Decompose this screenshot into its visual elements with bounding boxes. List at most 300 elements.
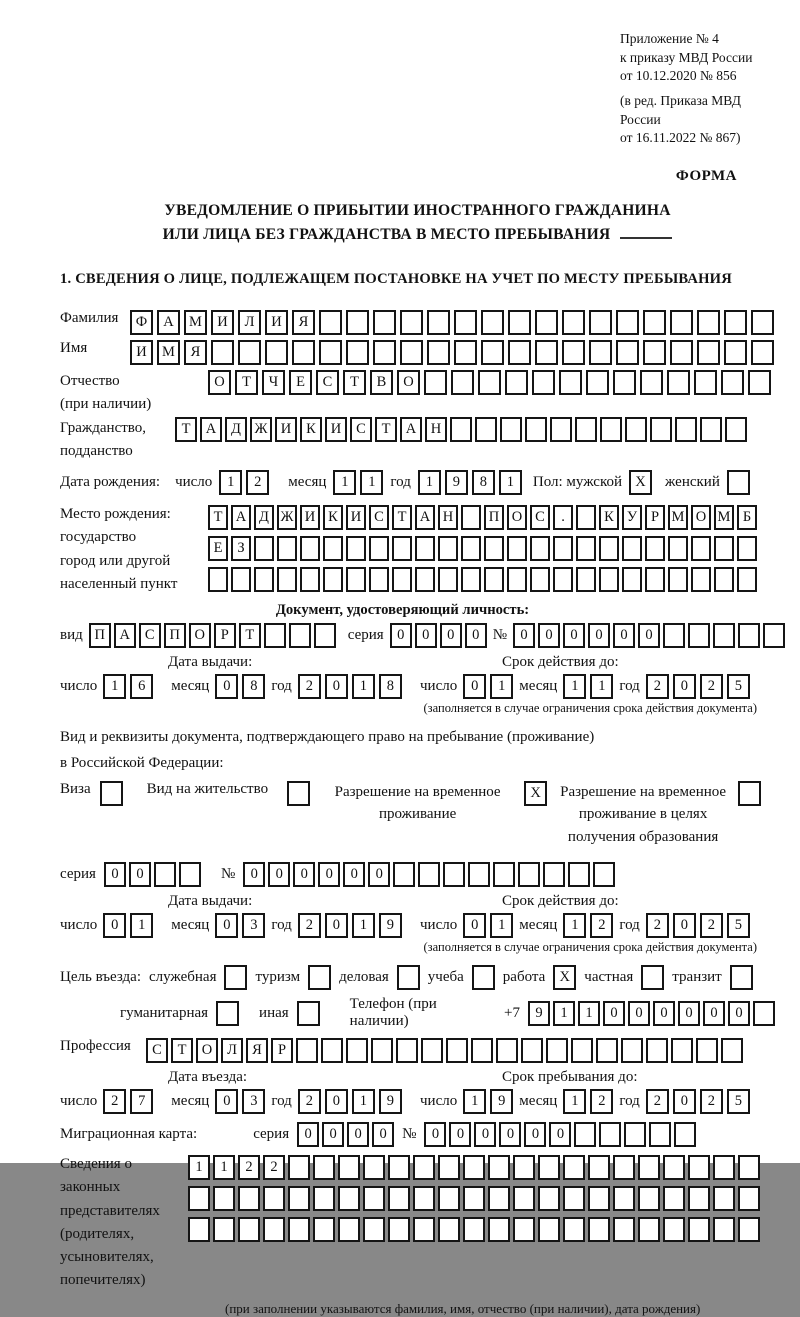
char-cell[interactable]: Т (175, 417, 197, 442)
char-cell[interactable] (568, 862, 590, 887)
char-cell[interactable]: П (484, 505, 504, 530)
char-cell[interactable] (593, 862, 615, 887)
purpose-work-checkbox[interactable]: X (553, 965, 576, 990)
char-cell[interactable]: 0 (325, 1089, 348, 1114)
char-cell[interactable]: К (300, 417, 322, 442)
char-cell[interactable] (645, 536, 665, 561)
char-cell[interactable]: 0 (524, 1122, 546, 1147)
char-cell[interactable] (461, 567, 481, 592)
char-cell[interactable] (238, 1217, 260, 1242)
char-cell[interactable] (613, 370, 636, 395)
char-cell[interactable] (553, 536, 573, 561)
char-cell[interactable]: 0 (372, 1122, 394, 1147)
char-cell[interactable] (513, 1155, 535, 1180)
char-cell[interactable] (179, 862, 201, 887)
char-cell[interactable]: 0 (103, 913, 126, 938)
char-cell[interactable] (231, 567, 251, 592)
char-cell[interactable] (438, 567, 458, 592)
char-cell[interactable]: Т (392, 505, 412, 530)
char-cell[interactable] (538, 1155, 560, 1180)
char-cell[interactable] (624, 1122, 646, 1147)
char-cell[interactable] (292, 340, 315, 365)
char-cell[interactable]: 1 (563, 1089, 586, 1114)
char-cell[interactable] (288, 1155, 310, 1180)
char-cell[interactable]: 2 (103, 1089, 126, 1114)
char-cell[interactable] (369, 536, 389, 561)
char-cell[interactable] (421, 1038, 443, 1063)
char-cell[interactable] (468, 862, 490, 887)
char-cell[interactable] (300, 536, 320, 561)
char-cell[interactable]: 1 (219, 470, 242, 495)
char-cell[interactable] (748, 370, 771, 395)
char-cell[interactable]: 1 (352, 1089, 375, 1114)
char-cell[interactable] (475, 417, 497, 442)
char-cell[interactable] (296, 1038, 318, 1063)
char-cell[interactable]: 0 (424, 1122, 446, 1147)
char-cell[interactable] (724, 340, 747, 365)
char-cell[interactable]: С (316, 370, 339, 395)
char-cell[interactable]: 0 (538, 623, 560, 648)
char-cell[interactable]: 1 (352, 674, 375, 699)
char-cell[interactable]: 0 (628, 1001, 650, 1026)
char-cell[interactable]: И (211, 310, 234, 335)
char-cell[interactable] (575, 417, 597, 442)
char-cell[interactable] (213, 1186, 235, 1211)
char-cell[interactable] (697, 310, 720, 335)
char-cell[interactable] (576, 567, 596, 592)
char-cell[interactable] (535, 340, 558, 365)
char-cell[interactable]: 1 (103, 674, 126, 699)
char-cell[interactable] (513, 1186, 535, 1211)
char-cell[interactable] (478, 370, 501, 395)
char-cell[interactable] (589, 310, 612, 335)
char-cell[interactable] (688, 623, 710, 648)
char-cell[interactable] (427, 340, 450, 365)
char-cell[interactable]: 0 (343, 862, 365, 887)
char-cell[interactable] (238, 1186, 260, 1211)
char-cell[interactable] (563, 1217, 585, 1242)
char-cell[interactable] (696, 1038, 718, 1063)
char-cell[interactable]: С (530, 505, 550, 530)
char-cell[interactable] (643, 310, 666, 335)
char-cell[interactable] (346, 340, 369, 365)
char-cell[interactable]: 2 (646, 674, 669, 699)
char-cell[interactable] (415, 567, 435, 592)
char-cell[interactable] (413, 1186, 435, 1211)
char-cell[interactable]: Т (171, 1038, 193, 1063)
char-cell[interactable] (463, 1155, 485, 1180)
char-cell[interactable]: 0 (104, 862, 126, 887)
char-cell[interactable]: Я (184, 340, 207, 365)
char-cell[interactable]: 0 (588, 623, 610, 648)
char-cell[interactable] (738, 623, 760, 648)
char-cell[interactable]: У (622, 505, 642, 530)
char-cell[interactable] (363, 1217, 385, 1242)
char-cell[interactable]: 1 (563, 913, 586, 938)
char-cell[interactable] (488, 1155, 510, 1180)
char-cell[interactable]: 0 (297, 1122, 319, 1147)
char-cell[interactable] (616, 310, 639, 335)
char-cell[interactable] (543, 862, 565, 887)
char-cell[interactable]: Т (375, 417, 397, 442)
char-cell[interactable]: А (200, 417, 222, 442)
temp-residence-checkbox[interactable]: X (524, 781, 547, 806)
char-cell[interactable] (613, 1155, 635, 1180)
char-cell[interactable] (500, 417, 522, 442)
char-cell[interactable]: 6 (130, 674, 153, 699)
char-cell[interactable]: 0 (215, 674, 238, 699)
char-cell[interactable] (371, 1038, 393, 1063)
purpose-humanitarian-checkbox[interactable] (216, 1001, 239, 1026)
char-cell[interactable] (373, 310, 396, 335)
char-cell[interactable]: Н (425, 417, 447, 442)
char-cell[interactable]: 0 (678, 1001, 700, 1026)
char-cell[interactable] (700, 417, 722, 442)
char-cell[interactable] (265, 340, 288, 365)
char-cell[interactable] (563, 1186, 585, 1211)
char-cell[interactable]: 1 (352, 913, 375, 938)
char-cell[interactable] (392, 536, 412, 561)
char-cell[interactable] (721, 1038, 743, 1063)
char-cell[interactable] (413, 1217, 435, 1242)
char-cell[interactable] (532, 370, 555, 395)
char-cell[interactable]: 1 (130, 913, 153, 938)
char-cell[interactable] (646, 1038, 668, 1063)
char-cell[interactable]: О (189, 623, 211, 648)
char-cell[interactable] (688, 1217, 710, 1242)
char-cell[interactable]: Р (271, 1038, 293, 1063)
char-cell[interactable] (496, 1038, 518, 1063)
char-cell[interactable]: 2 (246, 470, 269, 495)
char-cell[interactable] (663, 1155, 685, 1180)
char-cell[interactable] (563, 1155, 585, 1180)
char-cell[interactable]: 2 (298, 674, 321, 699)
char-cell[interactable] (668, 536, 688, 561)
char-cell[interactable] (668, 567, 688, 592)
char-cell[interactable] (538, 1186, 560, 1211)
char-cell[interactable]: Л (221, 1038, 243, 1063)
char-cell[interactable]: 0 (499, 1122, 521, 1147)
char-cell[interactable] (688, 1155, 710, 1180)
char-cell[interactable]: 0 (549, 1122, 571, 1147)
char-cell[interactable]: 1 (578, 1001, 600, 1026)
char-cell[interactable] (525, 417, 547, 442)
char-cell[interactable]: 2 (298, 913, 321, 938)
char-cell[interactable]: Р (645, 505, 665, 530)
char-cell[interactable]: 0 (440, 623, 462, 648)
char-cell[interactable]: Т (239, 623, 261, 648)
char-cell[interactable]: 0 (390, 623, 412, 648)
char-cell[interactable] (323, 536, 343, 561)
char-cell[interactable] (300, 567, 320, 592)
char-cell[interactable] (550, 417, 572, 442)
char-cell[interactable] (521, 1038, 543, 1063)
char-cell[interactable] (415, 536, 435, 561)
char-cell[interactable]: 2 (646, 913, 669, 938)
char-cell[interactable]: К (323, 505, 343, 530)
char-cell[interactable]: 2 (700, 1089, 723, 1114)
char-cell[interactable] (645, 567, 665, 592)
char-cell[interactable] (599, 567, 619, 592)
char-cell[interactable] (713, 1217, 735, 1242)
char-cell[interactable]: 0 (293, 862, 315, 887)
char-cell[interactable]: Л (238, 310, 261, 335)
char-cell[interactable] (427, 310, 450, 335)
char-cell[interactable] (649, 1122, 671, 1147)
char-cell[interactable] (443, 862, 465, 887)
char-cell[interactable] (576, 536, 596, 561)
char-cell[interactable]: 8 (472, 470, 495, 495)
char-cell[interactable] (738, 1217, 760, 1242)
char-cell[interactable] (675, 417, 697, 442)
char-cell[interactable]: С (139, 623, 161, 648)
char-cell[interactable] (154, 862, 176, 887)
char-cell[interactable]: И (346, 505, 366, 530)
char-cell[interactable]: Н (438, 505, 458, 530)
purpose-study-checkbox[interactable] (472, 965, 495, 990)
char-cell[interactable]: 1 (463, 1089, 486, 1114)
char-cell[interactable] (737, 536, 757, 561)
char-cell[interactable] (208, 567, 228, 592)
char-cell[interactable] (313, 1186, 335, 1211)
char-cell[interactable] (388, 1186, 410, 1211)
char-cell[interactable]: Д (225, 417, 247, 442)
char-cell[interactable]: 2 (590, 1089, 613, 1114)
char-cell[interactable] (338, 1155, 360, 1180)
char-cell[interactable]: 0 (638, 623, 660, 648)
char-cell[interactable] (616, 340, 639, 365)
char-cell[interactable]: И (265, 310, 288, 335)
char-cell[interactable]: В (370, 370, 393, 395)
char-cell[interactable] (463, 1217, 485, 1242)
char-cell[interactable] (538, 1217, 560, 1242)
char-cell[interactable]: З (231, 536, 251, 561)
char-cell[interactable]: 0 (703, 1001, 725, 1026)
char-cell[interactable]: 8 (379, 674, 402, 699)
char-cell[interactable] (488, 1186, 510, 1211)
char-cell[interactable]: 0 (129, 862, 151, 887)
char-cell[interactable]: 2 (646, 1089, 669, 1114)
char-cell[interactable]: 9 (379, 913, 402, 938)
char-cell[interactable] (546, 1038, 568, 1063)
char-cell[interactable] (438, 1155, 460, 1180)
char-cell[interactable]: 0 (563, 623, 585, 648)
char-cell[interactable] (323, 567, 343, 592)
char-cell[interactable] (763, 623, 785, 648)
visa-checkbox[interactable] (100, 781, 123, 806)
char-cell[interactable]: 0 (653, 1001, 675, 1026)
char-cell[interactable] (663, 1186, 685, 1211)
char-cell[interactable]: О (397, 370, 420, 395)
char-cell[interactable]: 0 (673, 1089, 696, 1114)
char-cell[interactable]: О (691, 505, 711, 530)
char-cell[interactable] (484, 536, 504, 561)
char-cell[interactable]: О (507, 505, 527, 530)
char-cell[interactable]: Т (343, 370, 366, 395)
char-cell[interactable]: С (369, 505, 389, 530)
char-cell[interactable]: 0 (415, 623, 437, 648)
char-cell[interactable] (613, 1217, 635, 1242)
char-cell[interactable] (254, 567, 274, 592)
char-cell[interactable] (571, 1038, 593, 1063)
char-cell[interactable]: 2 (700, 674, 723, 699)
char-cell[interactable]: 0 (603, 1001, 625, 1026)
char-cell[interactable] (338, 1217, 360, 1242)
char-cell[interactable] (400, 310, 423, 335)
char-cell[interactable]: 1 (333, 470, 356, 495)
char-cell[interactable] (451, 370, 474, 395)
char-cell[interactable] (559, 370, 582, 395)
residence-permit-checkbox[interactable] (287, 781, 310, 806)
char-cell[interactable] (613, 1186, 635, 1211)
char-cell[interactable] (450, 417, 472, 442)
char-cell[interactable] (596, 1038, 618, 1063)
char-cell[interactable]: С (146, 1038, 168, 1063)
char-cell[interactable] (643, 340, 666, 365)
char-cell[interactable] (671, 1038, 693, 1063)
char-cell[interactable] (638, 1155, 660, 1180)
char-cell[interactable] (213, 1217, 235, 1242)
char-cell[interactable] (738, 1186, 760, 1211)
char-cell[interactable]: 9 (528, 1001, 550, 1026)
char-cell[interactable]: А (415, 505, 435, 530)
char-cell[interactable]: Ж (250, 417, 272, 442)
char-cell[interactable] (481, 340, 504, 365)
char-cell[interactable] (438, 1217, 460, 1242)
char-cell[interactable] (263, 1217, 285, 1242)
char-cell[interactable]: 1 (188, 1155, 210, 1180)
char-cell[interactable]: 2 (590, 913, 613, 938)
char-cell[interactable] (338, 1186, 360, 1211)
char-cell[interactable] (599, 536, 619, 561)
char-cell[interactable]: 1 (490, 674, 513, 699)
char-cell[interactable]: А (157, 310, 180, 335)
char-cell[interactable] (454, 340, 477, 365)
char-cell[interactable]: 2 (700, 913, 723, 938)
purpose-official-checkbox[interactable] (224, 965, 247, 990)
sex-male-checkbox[interactable]: X (629, 470, 652, 495)
char-cell[interactable] (625, 417, 647, 442)
char-cell[interactable] (751, 340, 774, 365)
char-cell[interactable]: А (114, 623, 136, 648)
char-cell[interactable] (263, 1186, 285, 1211)
char-cell[interactable]: 2 (263, 1155, 285, 1180)
char-cell[interactable]: 9 (490, 1089, 513, 1114)
char-cell[interactable]: 7 (130, 1089, 153, 1114)
char-cell[interactable] (697, 340, 720, 365)
char-cell[interactable]: Е (208, 536, 228, 561)
purpose-private-checkbox[interactable] (641, 965, 664, 990)
char-cell[interactable] (400, 340, 423, 365)
char-cell[interactable] (714, 536, 734, 561)
char-cell[interactable]: 3 (242, 1089, 265, 1114)
char-cell[interactable] (471, 1038, 493, 1063)
char-cell[interactable] (600, 417, 622, 442)
char-cell[interactable]: И (130, 340, 153, 365)
char-cell[interactable]: 0 (215, 1089, 238, 1114)
char-cell[interactable]: 5 (727, 674, 750, 699)
char-cell[interactable]: 0 (465, 623, 487, 648)
char-cell[interactable] (513, 1217, 535, 1242)
char-cell[interactable]: Е (289, 370, 312, 395)
char-cell[interactable]: М (184, 310, 207, 335)
char-cell[interactable]: И (325, 417, 347, 442)
char-cell[interactable] (663, 1217, 685, 1242)
char-cell[interactable]: 1 (418, 470, 441, 495)
char-cell[interactable]: 0 (325, 674, 348, 699)
char-cell[interactable]: 0 (513, 623, 535, 648)
char-cell[interactable]: 8 (242, 674, 265, 699)
char-cell[interactable] (346, 567, 366, 592)
char-cell[interactable] (418, 862, 440, 887)
char-cell[interactable] (713, 1186, 735, 1211)
char-cell[interactable] (288, 1186, 310, 1211)
char-cell[interactable] (289, 623, 311, 648)
char-cell[interactable]: 1 (563, 674, 586, 699)
char-cell[interactable] (508, 340, 531, 365)
char-cell[interactable]: 0 (215, 913, 238, 938)
char-cell[interactable] (640, 370, 663, 395)
char-cell[interactable] (363, 1155, 385, 1180)
char-cell[interactable]: 1 (590, 674, 613, 699)
char-cell[interactable] (518, 862, 540, 887)
char-cell[interactable] (622, 536, 642, 561)
char-cell[interactable] (392, 567, 412, 592)
char-cell[interactable]: 5 (727, 1089, 750, 1114)
char-cell[interactable] (753, 1001, 775, 1026)
char-cell[interactable] (438, 1186, 460, 1211)
char-cell[interactable] (264, 623, 286, 648)
char-cell[interactable]: 0 (318, 862, 340, 887)
char-cell[interactable] (691, 567, 711, 592)
char-cell[interactable] (461, 536, 481, 561)
char-cell[interactable] (553, 567, 573, 592)
sex-female-checkbox[interactable] (727, 470, 750, 495)
char-cell[interactable]: А (231, 505, 251, 530)
char-cell[interactable] (424, 370, 447, 395)
char-cell[interactable]: Я (246, 1038, 268, 1063)
char-cell[interactable] (562, 310, 585, 335)
char-cell[interactable]: . (553, 505, 573, 530)
char-cell[interactable] (663, 623, 685, 648)
char-cell[interactable]: К (599, 505, 619, 530)
char-cell[interactable] (388, 1217, 410, 1242)
char-cell[interactable]: 0 (322, 1122, 344, 1147)
char-cell[interactable] (238, 340, 261, 365)
char-cell[interactable]: 0 (463, 674, 486, 699)
char-cell[interactable] (188, 1217, 210, 1242)
char-cell[interactable] (530, 567, 550, 592)
char-cell[interactable] (488, 1217, 510, 1242)
char-cell[interactable] (713, 623, 735, 648)
char-cell[interactable]: 2 (298, 1089, 321, 1114)
char-cell[interactable] (493, 862, 515, 887)
char-cell[interactable] (507, 536, 527, 561)
char-cell[interactable]: 0 (673, 913, 696, 938)
char-cell[interactable]: И (275, 417, 297, 442)
char-cell[interactable] (621, 1038, 643, 1063)
char-cell[interactable] (481, 310, 504, 335)
char-cell[interactable] (508, 310, 531, 335)
char-cell[interactable] (714, 567, 734, 592)
char-cell[interactable] (725, 417, 747, 442)
char-cell[interactable]: 9 (445, 470, 468, 495)
char-cell[interactable]: 0 (449, 1122, 471, 1147)
char-cell[interactable] (254, 536, 274, 561)
char-cell[interactable]: 0 (243, 862, 265, 887)
char-cell[interactable] (413, 1155, 435, 1180)
char-cell[interactable]: Т (208, 505, 228, 530)
